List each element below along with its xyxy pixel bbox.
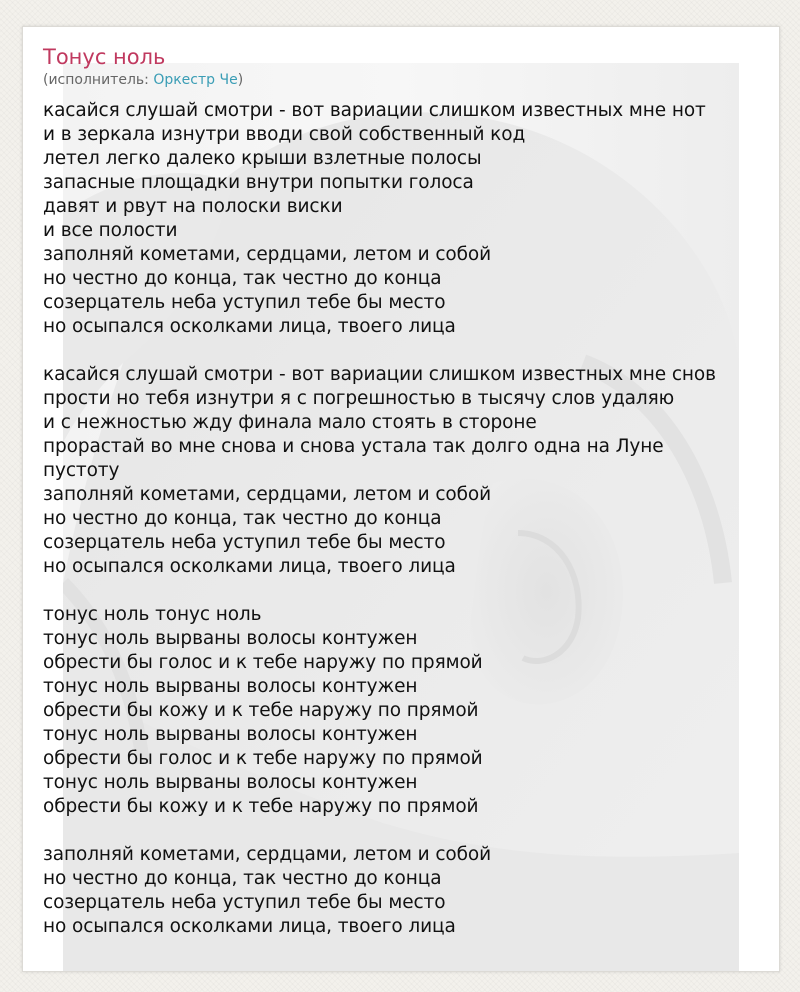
lyric-line: созерцатель неба уступил тебе бы место (43, 532, 446, 553)
lyric-line: пустоту (43, 460, 120, 481)
stanza-4 (43, 843, 773, 939)
lyric-line: заполняй кометами, сердцами, летом и собой (43, 844, 492, 865)
lyric-line: заполняй кометами, сердцами, летом и собой (43, 244, 492, 265)
lyric-line: касайся слушай смотри - вот вариации слишком известных мне снов (43, 364, 716, 385)
lyric-line: и с нежностью жду финала мало стоять в стороне (43, 412, 537, 433)
lyric-line: касайся слушай смотри - вот вариации слишком известных мне нот (43, 100, 706, 121)
artist-link[interactable]: Оркестр Че (153, 72, 238, 88)
performer-suffix: ) (237, 72, 244, 88)
performer-line (43, 71, 243, 89)
stanza-1 (43, 99, 773, 339)
lyric-line: тонус ноль вырваны волосы контужен (43, 724, 418, 745)
lyric-line: прости но тебя изнутри я с погрешностью в тысячу слов удаляю (43, 388, 675, 409)
lyric-line: но осыпался осколками лица, твоего лица (43, 916, 456, 937)
lyric-line: но осыпался осколками лица, твоего лица (43, 316, 456, 337)
lyrics-text (43, 99, 773, 939)
lyric-line: обрести бы кожу и к тебе наружу по прямой (43, 796, 479, 817)
stanza-2 (43, 363, 773, 579)
lyric-line: созерцатель неба уступил тебе бы место (43, 892, 446, 913)
performer-prefix: (исполнитель: (43, 72, 154, 88)
lyric-line: обрести бы кожу и к тебе наружу по прямой (43, 700, 479, 721)
lyric-line: но честно до конца, так честно до конца (43, 868, 442, 889)
lyric-line: заполняй кометами, сердцами, летом и собой (43, 484, 492, 505)
lyric-line: и в зеркала изнутри вводи свой собственный код (43, 124, 526, 145)
stanza-3 (43, 603, 773, 819)
lyric-line: тонус ноль вырваны волосы контужен (43, 676, 418, 697)
lyric-line: но честно до конца, так честно до конца (43, 268, 442, 289)
lyric-line: тонус ноль вырваны волосы контужен (43, 772, 418, 793)
lyric-line: но честно до конца, так честно до конца (43, 508, 442, 529)
lyric-line: обрести бы голос и к тебе наружу по прямой (43, 748, 483, 769)
lyric-line: но осыпался осколками лица, твоего лица (43, 556, 456, 577)
lyric-line: созерцатель неба уступил тебе бы место (43, 292, 446, 313)
lyric-line: тонус ноль вырваны волосы контужен (43, 628, 418, 649)
lyric-line: летел легко далеко крыши взлетные полосы (43, 148, 482, 169)
lyric-line: давят и рвут на полоски виски (43, 196, 343, 217)
lyric-line: обрести бы голос и к тебе наружу по прямой (43, 652, 483, 673)
lyric-line: запасные площадки внутри попытки голоса (43, 172, 474, 193)
song-title: Тонус ноль (43, 45, 166, 69)
lyric-line: прорастай во мне снова и снова устала так долго одна на Луне (43, 436, 664, 457)
lyric-line: и все полости (43, 220, 178, 241)
lyrics-card (22, 26, 780, 972)
lyric-line: тонус ноль тонус ноль (43, 604, 262, 625)
